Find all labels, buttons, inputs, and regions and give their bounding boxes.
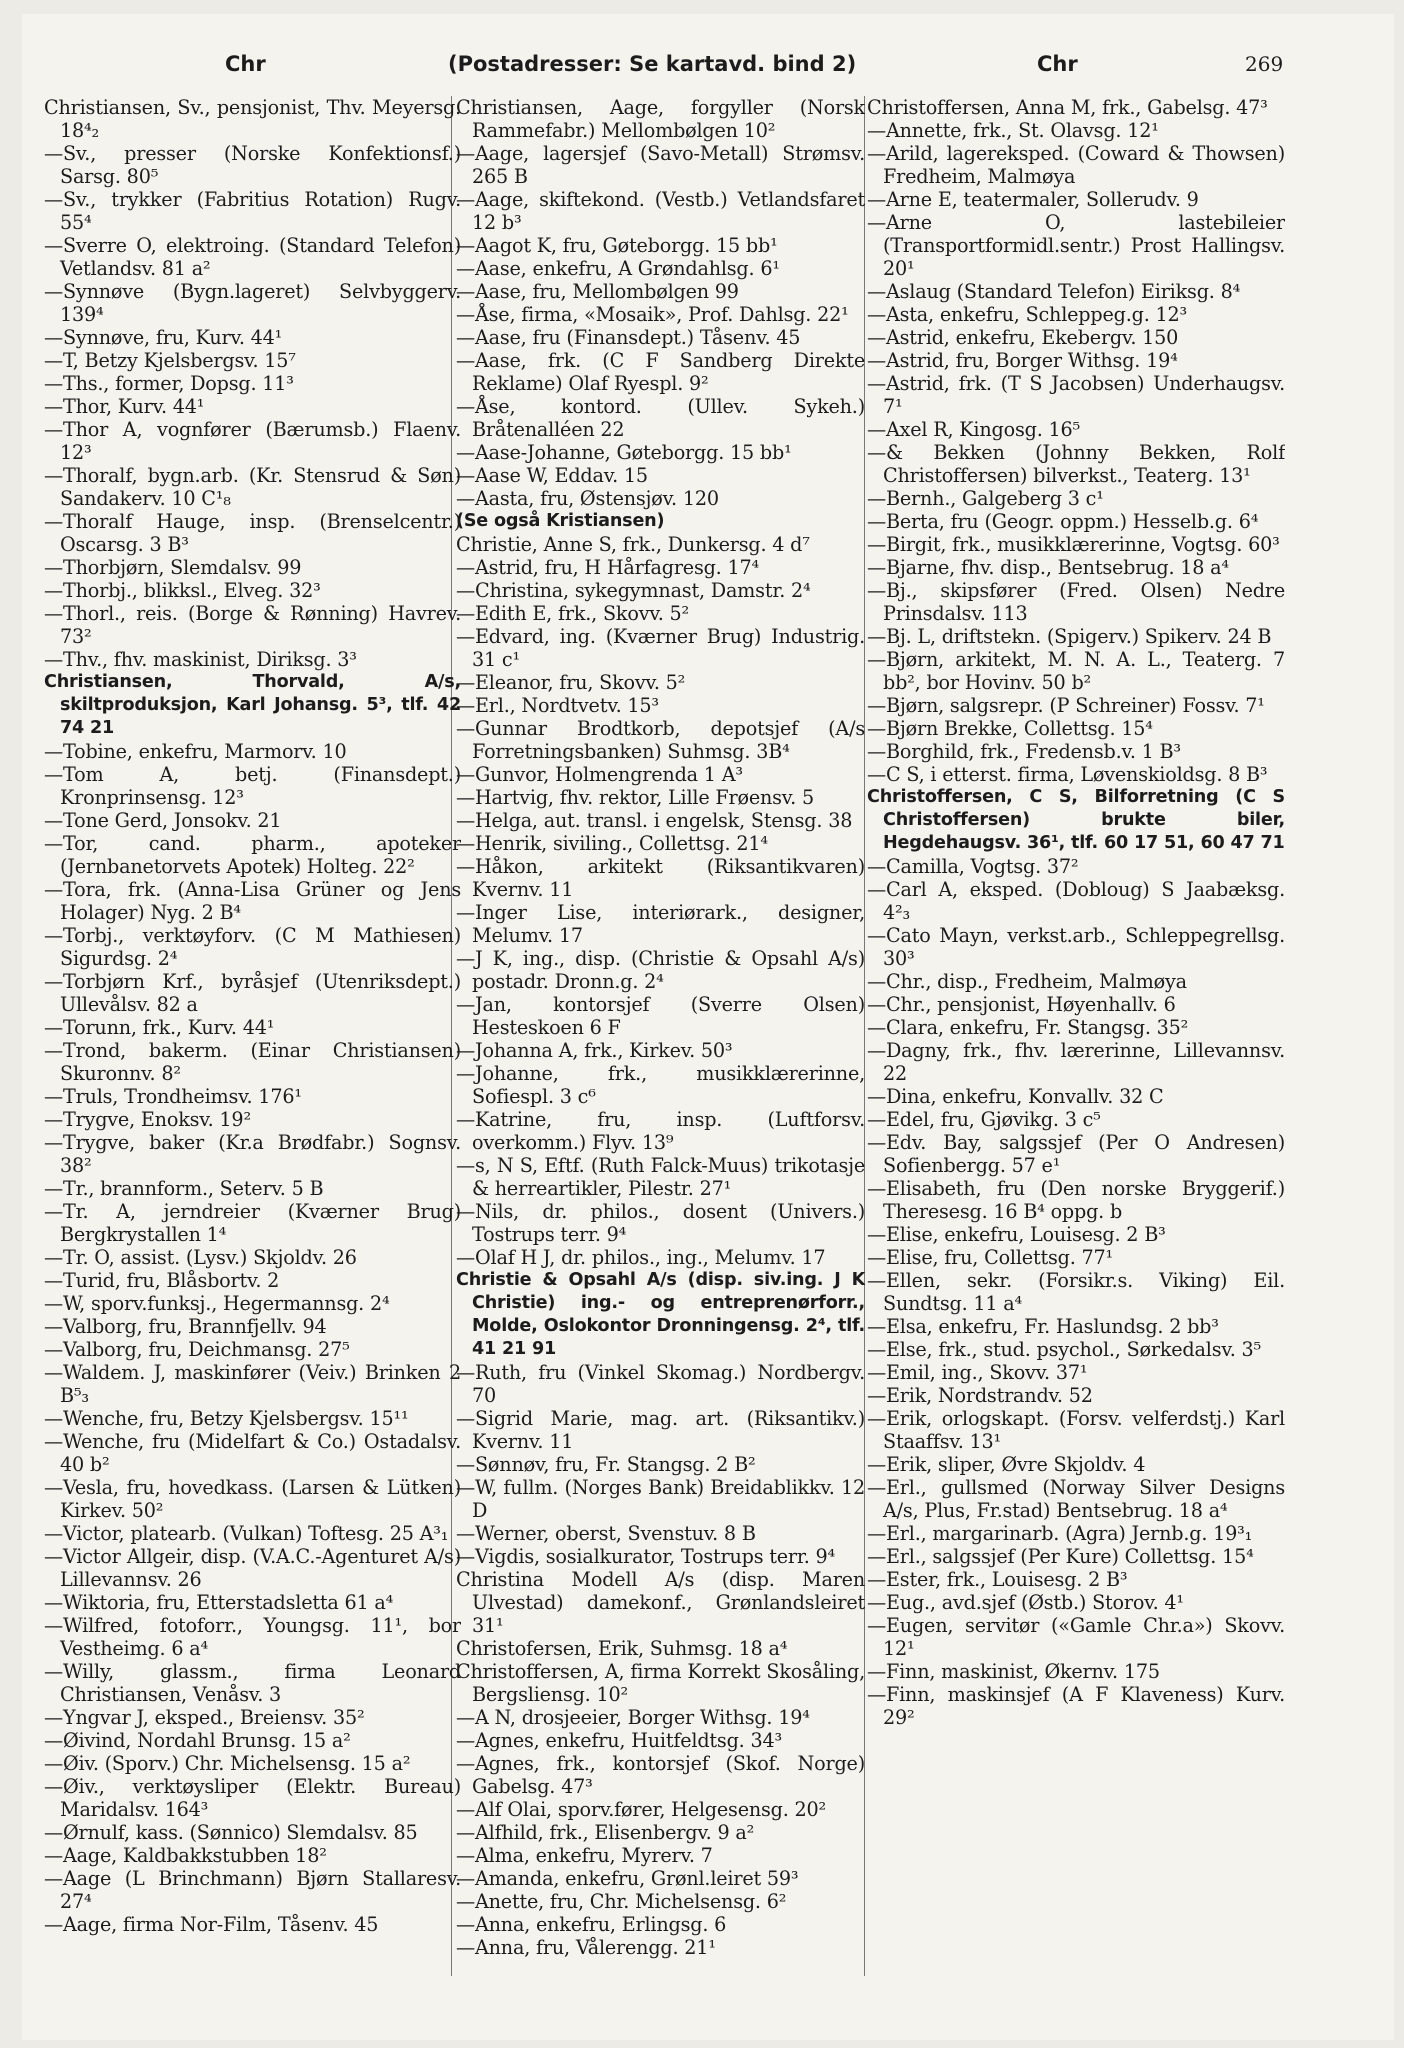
- directory-entry: —Erik, orlogskapt. (Forsv. velferdstj.) Karl Staaffsv. 13¹: [867, 1407, 1285, 1453]
- directory-entry: Christoffersen, Anna M, frk., Gabelsg. 47³: [867, 96, 1268, 119]
- directory-entry: —Agnes, frk., kontorsjef (Skof. Norge) Gabelsg. 47³: [456, 1752, 865, 1798]
- directory-entry: —Ellen, sekr. (Forsikr.s. Viking) Eil. Sundtsg. 11 a⁴: [867, 1269, 1285, 1315]
- directory-entry: —Johanne, frk., musikklærerinne, Sofiespl. 3 c⁶: [456, 1062, 865, 1108]
- directory-entry: —Birgit, frk., musikklærerinne, Vogtsg. 60³: [867, 533, 1280, 556]
- directory-entry: —Elsa, enkefru, Fr. Haslundsg. 2 bb³: [867, 1315, 1219, 1338]
- directory-entry: —Erl., Nordtvetv. 15³: [456, 694, 659, 717]
- directory-entry: —Alf Olai, sporv.fører, Helgesensg. 20²: [456, 1798, 827, 1821]
- directory-entry: —Thorbj., blikksl., Elveg. 32³: [44, 579, 321, 602]
- directory-entry: —Elisabeth, fru (Den norske Bryggerif.) Theresesg. 16 B⁴ oppg. b: [867, 1177, 1285, 1223]
- directory-entry: —& Bekken (Johnny Bekken, Rolf Christoffersen) bilverkst., Teaterg. 13¹: [867, 441, 1285, 487]
- directory-entry: —Arild, lagereksped. (Coward & Thowsen) Fredheim, Malmøya: [867, 142, 1285, 188]
- directory-entry: —s, N S, Eftf. (Ruth Falck-Muus) trikotasje & herreartikler, Pilestr. 27¹: [456, 1154, 865, 1200]
- directory-entry: —Gunnar Brodtkorb, depotsjef (A/s Forretningsbanken) Suhmsg. 3B⁴: [456, 717, 865, 763]
- directory-entry: —Willy, glassm., firma Leonard Christiansen, Venåsv. 3: [44, 1660, 461, 1706]
- directory-entry: —Aage, lagersjef (Savo-Metall) Strømsv. 265 B: [456, 142, 865, 188]
- directory-entry: —Sønnøv, fru, Fr. Stangsg. 2 B²: [456, 1453, 756, 1476]
- directory-entry: —Bjørn, arkitekt, M. N. A. L., Teaterg. 7 bb², bor Hovinv. 50 b²: [867, 648, 1285, 694]
- directory-entry: —Hartvig, fhv. rektor, Lille Frøensv. 5: [456, 786, 814, 809]
- directory-entry: —Wilfred, fotoforr., Youngsg. 11¹, bor Vestheimg. 6 a⁴: [44, 1614, 461, 1660]
- directory-entry: —Trygve, Enoksv. 19²: [44, 1108, 251, 1131]
- directory-entry: Christofersen, Erik, Suhmsg. 18 a⁴: [456, 1637, 788, 1660]
- directory-entry: —Thv., fhv. maskinist, Diriksg. 3³: [44, 648, 357, 671]
- directory-entry: —Aase-Johanne, Gøteborgg. 15 bb¹: [456, 441, 792, 464]
- directory-entry: —Elise, enkefru, Louisesg. 2 B³: [867, 1223, 1166, 1246]
- directory-entry: —Chr., pensjonist, Høyenhallv. 6: [867, 993, 1176, 1016]
- directory-entry: —Edv. Bay, salgssjef (Per O Andresen) Sofienbergg. 57 e¹: [867, 1131, 1285, 1177]
- directory-entry: —Erl., salgssjef (Per Kure) Collettsg. 15⁴: [867, 1545, 1254, 1568]
- directory-entry: —Tor, cand. pharm., apoteker (Jernbanetorvets Apotek) Holteg. 22²: [44, 832, 461, 878]
- directory-entry: —Ths., former, Dopsg. 11³: [44, 372, 294, 395]
- directory-entry: —Anette, fru, Chr. Michelsensg. 6²: [456, 1890, 787, 1913]
- directory-entry: —Synnøve (Bygn.lageret) Selvbyggerv. 139⁴: [44, 280, 461, 326]
- directory-entry: —Katrine, fru, insp. (Luftforsv. overkomm.) Flyv. 13⁹: [456, 1108, 865, 1154]
- directory-entry: —Arne O, lastebileier (Transportformidl.sentr.) Prost Hallingsv. 20¹: [867, 211, 1285, 280]
- directory-entry: —Henrik, siviling., Collettsg. 21⁴: [456, 832, 768, 855]
- directory-entry: —Sverre O, elektroing. (Standard Telefon) Vetlandsv. 81 a²: [44, 234, 461, 280]
- directory-entry: —Erl., gullsmed (Norway Silver Designs A/s, Plus, Fr.stad) Bentsebrug. 18 a⁴: [867, 1476, 1285, 1522]
- directory-entry: —Bj. L, driftstekn. (Spigerv.) Spikerv. 24 B: [867, 625, 1272, 648]
- directory-entry: —Wiktoria, fru, Etterstadsletta 61 a⁴: [44, 1591, 394, 1614]
- header-right: Chr: [1037, 52, 1078, 76]
- directory-entry: —Aslaug (Standard Telefon) Eiriksg. 8⁴: [867, 280, 1241, 303]
- directory-entry: —Vesla, fru, hovedkass. (Larsen & Lütken) Kirkev. 50²: [44, 1476, 461, 1522]
- directory-entry: —Camilla, Vogtsg. 37²: [867, 855, 1079, 878]
- directory-column-3: [867, 96, 1285, 1996]
- directory-entry: —T, Betzy Kjelsbergsv. 15⁷: [44, 349, 296, 372]
- directory-entry: —Erl., margarinarb. (Agra) Jernb.g. 19³₁: [867, 1522, 1253, 1545]
- directory-entry: —Aase W, Eddav. 15: [456, 464, 648, 487]
- directory-column-2: [456, 96, 865, 1996]
- directory-entry: —Tom A, betj. (Finansdept.) Kronprinsensg. 12³: [44, 763, 461, 809]
- directory-entry: —Sv., trykker (Fabritius Rotation) Rugv. 55⁴: [44, 188, 461, 234]
- header-center: (Postadresser: Se kartavd. bind 2): [448, 52, 857, 76]
- directory-entry: —Werner, oberst, Svenstuv. 8 B: [456, 1522, 756, 1545]
- directory-entry: —Ruth, fru (Vinkel Skomag.) Nordbergv. 70: [456, 1361, 865, 1407]
- directory-entry: —Clara, enkefru, Fr. Stangsg. 35²: [867, 1016, 1189, 1039]
- directory-entry: —Trygve, baker (Kr.a Brødfabr.) Sognsv. 38²: [44, 1131, 461, 1177]
- directory-entry: —Yngvar J, eksped., Breiensv. 35²: [44, 1706, 365, 1729]
- page-header: [0, 42, 1404, 82]
- directory-entry: —Johanna A, frk., Kirkev. 50³: [456, 1039, 733, 1062]
- directory-entry: —W, fullm. (Norges Bank) Breidablikkv. 12 D: [456, 1476, 865, 1522]
- directory-entry: —Eug., avd.sjef (Østb.) Storov. 4¹: [867, 1591, 1184, 1614]
- directory-entry: —Tora, frk. (Anna-Lisa Grüner og Jens Holager) Nyg. 2 B⁴: [44, 878, 461, 924]
- directory-entry: —Sv., presser (Norske Konfektionsf.) Sarsg. 80⁵: [44, 142, 461, 188]
- directory-entry: —Asta, enkefru, Schleppeg.g. 12³: [867, 303, 1187, 326]
- directory-entry: —Alma, enkefru, Myrerv. 7: [456, 1844, 713, 1867]
- directory-entry: Christina Modell A/s (disp. Maren Ulvestad) damekonf., Grønlandsleiret 31¹: [456, 1568, 865, 1637]
- directory-entry: —Astrid, frk. (T S Jacobsen) Underhaugsv. 7¹: [867, 372, 1285, 418]
- directory-entry: —Aase, enkefru, A Grøndahlsg. 6¹: [456, 257, 780, 280]
- directory-entry: —Wenche, fru (Midelfart & Co.) Ostadalsv. 40 b²: [44, 1430, 461, 1476]
- directory-entry: —Astrid, fru, H Hårfagresg. 17⁴: [456, 556, 759, 579]
- directory-entry: —Dina, enkefru, Konvallv. 32 C: [867, 1085, 1164, 1108]
- directory-entry: —Sigrid Marie, mag. art. (Riksantikv.) Kvernv. 11: [456, 1407, 865, 1453]
- directory-entry: —Dagny, frk., fhv. lærerinne, Lillevannsv. 22: [867, 1039, 1285, 1085]
- directory-entry: —Turid, fru, Blåsbortv. 2: [44, 1269, 280, 1292]
- directory-entry: —Cato Mayn, verkst.arb., Schleppegrellsg. 30³: [867, 924, 1285, 970]
- directory-entry: —Chr., disp., Fredheim, Malmøya: [867, 970, 1187, 993]
- directory-entry: —Berta, fru (Geogr. oppm.) Hesselb.g. 6⁴: [867, 510, 1259, 533]
- directory-entry: —Aase, frk. (C F Sandberg Direkte Reklame) Olaf Ryespl. 9²: [456, 349, 865, 395]
- directory-entry: —Olaf H J, dr. philos., ing., Melumv. 17: [456, 1246, 826, 1269]
- directory-entry: —Aagot K, fru, Gøteborgg. 15 bb¹: [456, 234, 778, 257]
- directory-entry: —Valborg, fru, Deichmansg. 27⁵: [44, 1338, 350, 1361]
- directory-entry: —Aage (L Brinchmann) Bjørn Stallaresv. 27⁴: [44, 1867, 461, 1913]
- directory-entry: —Anna, enkefru, Erlingsg. 6: [456, 1913, 727, 1936]
- directory-entry: —Eleanor, fru, Skovv. 5²: [456, 671, 686, 694]
- directory-entry: —J K, ing., disp. (Christie & Opsahl A/s) postadr. Dronn.g. 2⁴: [456, 947, 865, 993]
- directory-entry: —Bjørn, salgsrepr. (P Schreiner) Fossv. 7¹: [867, 694, 1265, 717]
- directory-entry: —Erik, Nordstrandv. 52: [867, 1384, 1093, 1407]
- directory-entry: —Elise, fru, Collettsg. 77¹: [867, 1246, 1114, 1269]
- directory-entry: Christie & Opsahl A/s (disp. siv.ing. J K Christie) ing.- og entreprenørforr., Molde, Oslokontor Dronningensg. 2⁴, tlf. 41 21 91: [456, 1270, 865, 1359]
- directory-entry: —Bjørn Brekke, Collettsg. 15⁴: [867, 717, 1153, 740]
- directory-entry: —Helga, aut. transl. i engelsk, Stensg. 38: [456, 809, 853, 832]
- directory-entry: —Ester, frk., Louisesg. 2 B³: [867, 1568, 1128, 1591]
- directory-entry: —Thorbjørn, Slemdalsv. 99: [44, 556, 302, 579]
- directory-entry: —Bj., skipsfører (Fred. Olsen) Nedre Prinsdalsv. 113: [867, 579, 1285, 625]
- directory-entry: —Emil, ing., Skovv. 37¹: [867, 1361, 1088, 1384]
- directory-entry: —Aage, firma Nor-Film, Tåsenv. 45: [44, 1913, 379, 1936]
- directory-entry: —Agnes, enkefru, Huitfeldtsg. 34³: [456, 1729, 782, 1752]
- directory-entry: —Finn, maskinsjef (A F Klaveness) Kurv. 29²: [867, 1683, 1285, 1729]
- directory-entry: —Thoralf, bygn.arb. (Kr. Stensrud & Søn) Sandakerv. 10 C¹₈: [44, 464, 461, 510]
- directory-entry: —Valborg, fru, Brannfjellv. 94: [44, 1315, 327, 1338]
- directory-entry: —Alfhild, frk., Elisenbergv. 9 a²: [456, 1821, 755, 1844]
- directory-entry: Christiansen, Aage, forgyller (Norsk Rammefabr.) Mellombølgen 10²: [456, 96, 865, 142]
- directory-entry: —Edvard, ing. (Kværner Brug) Industrig. 31 c¹: [456, 625, 865, 671]
- directory-entry: —Jan, kontorsjef (Sverre Olsen) Hesteskoen 6 F: [456, 993, 865, 1039]
- directory-entry: Christoffersen, A, firma Korrekt Skosåling, Bergsliensg. 10²: [456, 1660, 865, 1706]
- directory-entry: —Inger Lise, interiørark., designer, Melumv. 17: [456, 901, 865, 947]
- directory-entry: Christiansen, Thorvald, A/s, skiltproduksjon, Karl Johansg. 5³, tlf. 42 74 21: [44, 672, 461, 738]
- directory-entry: —Truls, Trondheimsv. 176¹: [44, 1085, 302, 1108]
- directory-entry: —Håkon, arkitekt (Riksantikvaren) Kvernv. 11: [456, 855, 865, 901]
- directory-entry: (Se også Kristiansen): [456, 511, 665, 531]
- directory-entry: —Borghild, frk., Fredensb.v. 1 B³: [867, 740, 1181, 763]
- directory-entry: —Torbj., verktøyforv. (C M Mathiesen) Sigurdsg. 2⁴: [44, 924, 461, 970]
- directory-entry: Christiansen, Sv., pensjonist, Thv. Meyersg. 18⁴₂: [44, 96, 461, 142]
- directory-entry: —Nils, dr. philos., dosent (Univers.) Tostrups terr. 9⁴: [456, 1200, 865, 1246]
- directory-entry: —A N, drosjeeier, Borger Withsg. 19⁴: [456, 1706, 810, 1729]
- page-number: 269: [1245, 52, 1284, 76]
- directory-entry: —Bjarne, fhv. disp., Bentsebrug. 18 a⁴: [867, 556, 1229, 579]
- directory-entry: —Torunn, frk., Kurv. 44¹: [44, 1016, 275, 1039]
- directory-entry: —Bernh., Galgeberg 3 c¹: [867, 487, 1104, 510]
- directory-entry: —Aage, Kaldbakkstubben 18²: [44, 1844, 327, 1867]
- directory-entry: —Åse, firma, «Mosaik», Prof. Dahlsg. 22¹: [456, 303, 849, 326]
- directory-entry: —Tr. A, jerndreier (Kværner Brug) Bergkrystallen 1⁴: [44, 1200, 461, 1246]
- directory-entry: Christoffersen, C S, Bilforretning (C S Christoffersen) brukte biler, Hegdehaugsv. 36¹, tlf. 60 17 51, 60 47 71: [867, 787, 1285, 853]
- directory-entry: —Astrid, enkefru, Ekebergv. 150: [867, 326, 1179, 349]
- directory-entry: —Arne E, teatermaler, Sollerudv. 9: [867, 188, 1199, 211]
- directory-entry: —Astrid, fru, Borger Withsg. 19⁴: [867, 349, 1178, 372]
- directory-entry: —Synnøve, fru, Kurv. 44¹: [44, 326, 283, 349]
- directory-entry: —Annette, frk., St. Olavsg. 12¹: [867, 119, 1159, 142]
- directory-entry: —Axel R, Kingosg. 16⁵: [867, 418, 1080, 441]
- directory-entry: —Tr. O, assist. (Lysv.) Skjoldv. 26: [44, 1246, 357, 1269]
- directory-entry: —Eugen, servitør («Gamle Chr.a») Skovv. 12¹: [867, 1614, 1285, 1660]
- directory-entry: —Ørnulf, kass. (Sønnico) Slemdalsv. 85: [44, 1821, 418, 1844]
- directory-entry: —Wenche, fru, Betzy Kjelsbergsv. 15¹¹: [44, 1407, 409, 1430]
- directory-entry: —Gunvor, Holmengrenda 1 A³: [456, 763, 743, 786]
- directory-entry: —Tr., brannform., Seterv. 5 B: [44, 1177, 324, 1200]
- directory-column-1: [44, 96, 461, 1996]
- directory-entry: —Øiv., verktøysliper (Elektr. Bureau) Maridalsv. 164³: [44, 1775, 461, 1821]
- directory-entry: —Øiv. (Sporv.) Chr. Michelsensg. 15 a²: [44, 1752, 411, 1775]
- directory-entry: —Aasta, fru, Østensjøv. 120: [456, 487, 719, 510]
- directory-entry: —Tone Gerd, Jonsokv. 21: [44, 809, 282, 832]
- directory-entry: —Thoralf Hauge, insp. (Brenselcentr.) Oscarsg. 3 B³: [44, 510, 461, 556]
- directory-entry: —Thor A, vognfører (Bærumsb.) Flaenv. 12³: [44, 418, 461, 464]
- directory-entry: —Victor, platearb. (Vulkan) Toftesg. 25 A³₁: [44, 1522, 449, 1545]
- directory-entry: —C S, i etterst. firma, Løvenskioldsg. 8 B³: [867, 763, 1268, 786]
- directory-entry: —Carl A, eksped. (Dobloug) S Jaabæksg. 4²₃: [867, 878, 1285, 924]
- directory-entry: —Thor, Kurv. 44¹: [44, 395, 205, 418]
- directory-entry: —Torbjørn Krf., byråsjef (Utenriksdept.) Ullevålsv. 82 a: [44, 970, 461, 1016]
- directory-entry: —Aase, fru, Mellombølgen 99: [456, 280, 739, 303]
- directory-entry: —Edel, fru, Gjøvikg. 3 c⁵: [867, 1108, 1101, 1131]
- directory-entry: —Anna, fru, Vålerengg. 21¹: [456, 1936, 716, 1959]
- directory-entry: —Waldem. J, maskinfører (Veiv.) Brinken 2 B⁵₃: [44, 1361, 461, 1407]
- directory-entry: —Edith E, frk., Skovv. 5²: [456, 602, 690, 625]
- directory-entry: —Erik, sliper, Øvre Skjoldv. 4: [867, 1453, 1146, 1476]
- directory-entry: —Aage, skiftekond. (Vestb.) Vetlandsfaret 12 b³: [456, 188, 865, 234]
- directory-entry: —Amanda, enkefru, Grønl.leiret 59³: [456, 1867, 799, 1890]
- directory-entry: —Thorl., reis. (Borge & Rønning) Havrev. 73²: [44, 602, 461, 648]
- directory-entry: Christie, Anne S, frk., Dunkersg. 4 d⁷: [456, 533, 810, 556]
- directory-entry: —Christina, sykegymnast, Damstr. 2⁴: [456, 579, 811, 602]
- directory-entry: —Victor Allgeir, disp. (V.A.C.-Agenturet A/s) Lillevannsv. 26: [44, 1545, 461, 1591]
- directory-entry: —Øivind, Nordahl Brunsg. 15 a²: [44, 1729, 351, 1752]
- directory-entry: —Vigdis, sosialkurator, Tostrups terr. 9⁴: [456, 1545, 836, 1568]
- directory-entry: —Else, frk., stud. psychol., Sørkedalsv. 3⁵: [867, 1338, 1261, 1361]
- directory-entry: —Finn, maskinist, Økernv. 175: [867, 1660, 1160, 1683]
- header-left: Chr: [225, 52, 266, 76]
- directory-entry: —Tobine, enkefru, Marmorv. 10: [44, 740, 347, 763]
- directory-entry: —Aase, fru (Finansdept.) Tåsenv. 45: [456, 326, 801, 349]
- directory-entry: —Trond, bakerm. (Einar Christiansen) Skuronnv. 8²: [44, 1039, 461, 1085]
- directory-entry: —W, sporv.funksj., Hegermannsg. 2⁴: [44, 1292, 390, 1315]
- directory-entry: —Åse, kontord. (Ullev. Sykeh.) Bråtenalléen 22: [456, 395, 865, 441]
